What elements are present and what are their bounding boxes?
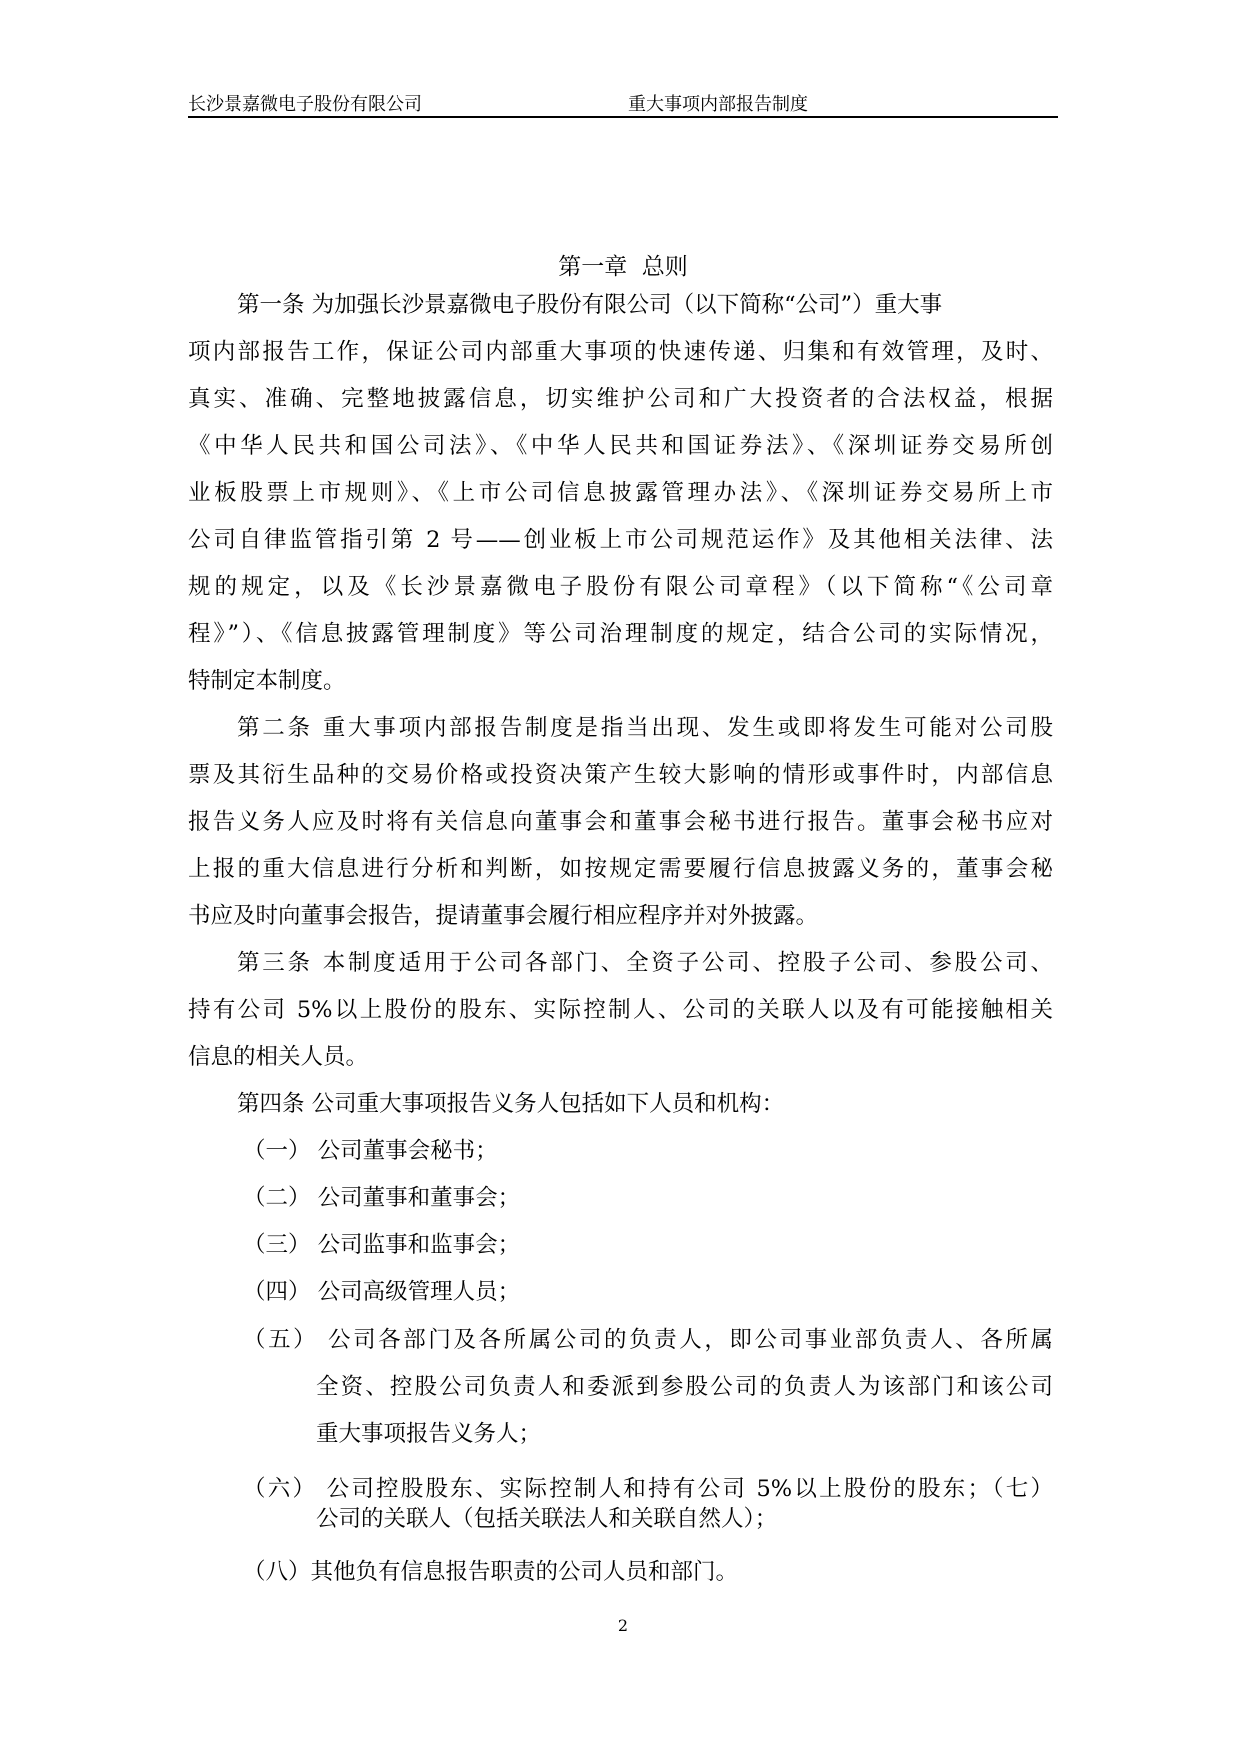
article-1-line-6: 公司自律监管指引第 2 号——创业板上市公司规范运作》及其他相关法律、法 xyxy=(188,527,1053,553)
article-2-line-3: 报告义务人应及时将有关信息向董事会和董事会秘书进行报告。董事会秘书应对 xyxy=(188,809,1053,835)
article-2-line-4: 上报的重大信息进行分析和判断，如按规定需要履行信息披露义务的，董事会秘 xyxy=(188,856,1053,882)
article-2-line-1: 第二条 重大事项内部报告制度是指当出现、发生或即将发生可能对公司股 xyxy=(237,715,1053,741)
chapter-title: 第一章 总则 xyxy=(558,254,688,280)
list-item-6-line-2: 公司的关联人（包括关联法人和关联自然人）； xyxy=(316,1506,778,1532)
article-1-line-5: 业板股票上市规则》、《上市公司信息披露管理办法》、《深圳证券交易所上市 xyxy=(188,480,1053,506)
article-1-line-3: 真实、准确、完整地披露信息，切实维护公司和广大投资者的合法权益，根据 xyxy=(188,386,1053,412)
list-item-5-line-1: （五） 公司各部门及各所属公司的负责人，即公司事业部负责人、各所属 xyxy=(243,1327,1053,1353)
header-document-title: 重大事项内部报告制度 xyxy=(628,94,808,115)
article-3-line-3: 信息的相关人员。 xyxy=(188,1044,369,1070)
header-company-name: 长沙景嘉微电子股份有限公司 xyxy=(188,94,422,115)
article-1-line-7: 规的规定，以及《长沙景嘉微电子股份有限公司章程》（以下简称“《公司章 xyxy=(188,574,1053,600)
list-item-2: （二） 公司董事和董事会； xyxy=(243,1185,521,1211)
list-item-3: （三） 公司监事和监事会； xyxy=(243,1232,521,1258)
article-1-line-4: 《中华人民共和国公司法》、《中华人民共和国证券法》、《深圳证券交易所创 xyxy=(188,433,1053,459)
list-item-5-line-2: 全资、控股公司负责人和委派到参股公司的负责人为该部门和该公司 xyxy=(316,1374,1053,1400)
article-2-line-5: 书应及时向董事会报告，提请董事会履行相应程序并对外披露。 xyxy=(188,903,819,929)
article-1-line-9: 特制定本制度。 xyxy=(188,668,346,694)
page-header xyxy=(188,86,1058,118)
list-item-8: （八）其他负有信息报告职责的公司人员和部门。 xyxy=(243,1559,739,1585)
list-item-4: （四） 公司高级管理人员； xyxy=(243,1279,521,1305)
list-item-1: （一） 公司董事会秘书； xyxy=(243,1138,498,1164)
list-item-6-line-1: （六） 公司控股股东、实际控制人和持有公司 5%以上股份的股东；（七） xyxy=(243,1476,1053,1502)
article-3-line-1: 第三条 本制度适用于公司各部门、全资子公司、控股子公司、参股公司、 xyxy=(237,950,1053,976)
article-3-line-2: 持有公司 5%以上股份的股东、实际控制人、公司的关联人以及有可能接触相关 xyxy=(188,997,1053,1023)
page-number: 2 xyxy=(617,1616,629,1635)
article-4-line-1: 第四条 公司重大事项报告义务人包括如下人员和机构： xyxy=(237,1091,785,1117)
list-item-5-line-3: 重大事项报告义务人； xyxy=(316,1421,542,1447)
article-2-line-2: 票及其衍生品种的交易价格或投资决策产生较大影响的情形或事件时，内部信息 xyxy=(188,762,1053,788)
article-1-line-2: 项内部报告工作，保证公司内部重大事项的快速传递、归集和有效管理，及时、 xyxy=(188,339,1053,365)
article-1-line-8: 程》”）、《信息披露管理制度》等公司治理制度的规定，结合公司的实际情况， xyxy=(188,621,1053,647)
article-1-line-1: 第一条 为加强长沙景嘉微电子股份有限公司（以下简称“公司”）重大事 xyxy=(237,292,943,318)
